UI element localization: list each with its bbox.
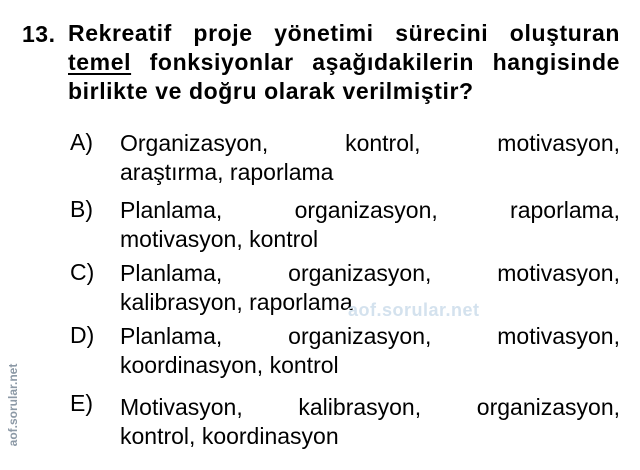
option-word: Planlama, [120,197,223,223]
option-word: organizasyon, [288,260,432,286]
option-word: Planlama, [120,323,223,349]
option-word: kalibrasyon, [298,394,422,420]
option-text [120,322,620,380]
option-letter: B) [70,196,93,222]
option-letter: C) [70,259,95,285]
watermark-center: aof.sorular.net [348,300,480,320]
option-text [120,393,620,451]
question-number: 13. [22,21,56,47]
option-word: raporlama, [510,197,620,223]
question-underlined-word: temel [68,49,132,75]
option-word: Motivasyon, [120,394,243,420]
question-text-before: Rekreatif proje yönetimi sürecini oluşturan [68,20,620,46]
option-line2: motivasyon, kontrol [120,226,319,252]
option-text [120,129,620,187]
option-letter: E) [70,390,93,416]
option-word: organizasyon, [288,323,432,349]
option-letter: A) [70,129,93,155]
option-word: kontrol, [345,130,421,156]
option-line2: kontrol, koordinasyon [120,423,339,449]
option-word: motivasyon, [497,260,620,286]
option-word: Organizasyon, [120,130,269,156]
question-text [68,19,620,106]
option-line2: kalibrasyon, raporlama [120,289,353,315]
option-word: motivasyon, [497,323,620,349]
option-text [120,196,620,254]
option-line2: araştırma, raporlama [120,159,334,185]
watermark-side: aof.sorular.net [6,363,20,447]
option-word: Planlama, [120,260,223,286]
option-word: motivasyon, [497,130,620,156]
option-word: organizasyon, [476,394,620,420]
option-line2: koordinasyon, kontrol [120,352,339,378]
option-letter: D) [70,322,95,348]
question-text-after: fonksiyonlar aşağıdakilerin hangisinde birlikte ve doğru olarak verilmiştir? [68,49,620,104]
option-word: organizasyon, [294,197,438,223]
